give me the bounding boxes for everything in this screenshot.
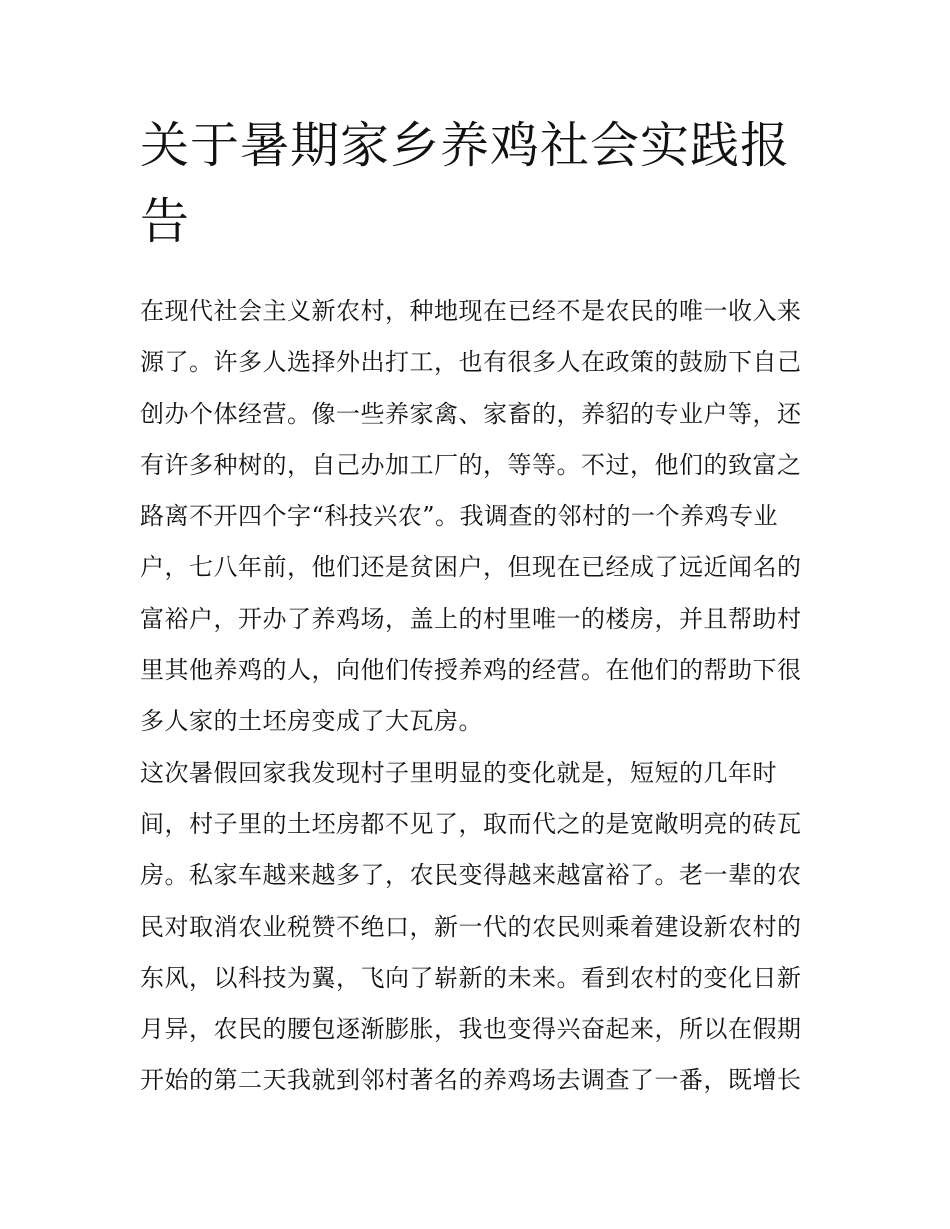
text-line: 民对取消农业税赞不绝口，新一代的农民则乘着建设新农村的 [140,912,802,941]
text-line: 路离不开四个字“科技兴农”。我调查的邻村的一个养鸡专业 [140,502,779,531]
text-line: 户，七八年前，他们还是贫困户，但现在已经成了远近闻名的 [140,553,802,582]
text-line: 富裕户，开办了养鸡场，盖上的村里唯一的楼房，并且帮助村 [140,604,802,633]
paragraph-1 [140,286,820,748]
text-line: 多人家的土坯房变成了大瓦房。 [140,707,483,736]
document-title [140,108,820,260]
text-line: 源了。许多人选择外出打工，也有很多人在政策的鼓励下自己 [140,348,802,377]
text-line: 有许多种树的，自己办加工厂的，等等。不过，他们的致富之 [140,450,802,479]
title-line: 关于暑期家乡养鸡社会实践报 [140,117,791,174]
paragraph-2 [140,748,820,1107]
text-line: 这次暑假回家我发现村子里明显的变化就是，短短的几年时 [140,758,777,787]
text-line: 间，村子里的土坯房都不见了，取而代之的是宽敞明亮的砖瓦 [140,809,802,838]
text-line: 在现代社会主义新农村，种地现在已经不是农民的唯一收入来 [140,297,802,325]
document-page [140,108,820,1107]
text-line: 房。私家车越来越多了，农民变得越来越富裕了。老一辈的农 [140,861,802,890]
text-line: 创办个体经营。像一些养家禽、家畜的，养貂的专业户等，还 [140,399,802,428]
text-line: 月异，农民的腰包逐渐膨胀，我也变得兴奋起来，所以在假期 [140,1015,802,1044]
text-line: 东风，以科技为翼，飞向了崭新的未来。看到农村的变化日新 [140,963,802,992]
text-line: 开始的第二天我就到邻村著名的养鸡场去调查了一番，既增长 [140,1066,802,1095]
text-line: 里其他养鸡的人，向他们传授养鸡的经营。在他们的帮助下很 [140,656,802,685]
title-line: 告 [140,193,191,250]
